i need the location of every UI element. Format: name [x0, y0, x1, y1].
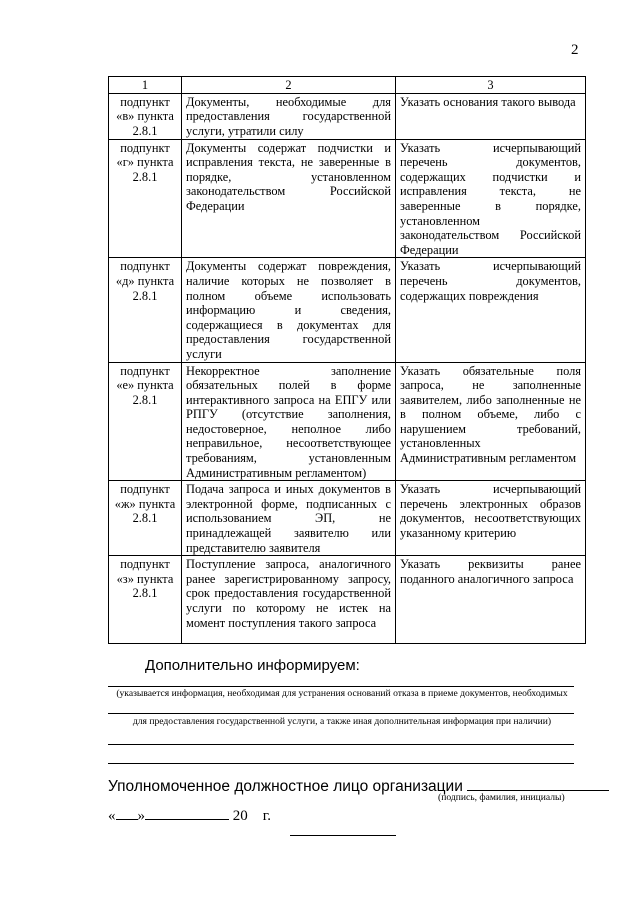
table-row: [109, 139, 586, 258]
reason-cell: Некорректное заполнение обязательных полей в форме интерактивного запроса на ЕПГУ или РПГУ (отсутствие заполнения, недостоверное, неполное либо неправильное, несоответствующее требованиям, установленным Административным регламентом): [182, 362, 396, 481]
table-header-row: [109, 77, 586, 94]
subclause-cell: подпункт «з» пункта 2.8.1: [109, 556, 182, 644]
official-title: Уполномоченное должностное лицо организации: [108, 778, 463, 795]
reason-cell: Документы содержат повреждения, наличие которых не позволяет в полном объеме использовать информацию и сведения, содержащиеся в документах для предоставления государственной услуги: [182, 258, 396, 362]
table-row: [109, 362, 586, 481]
explanation-cell: Указать обязательные поля запроса, не заполненные заявителем, либо заполненные не в полном объеме, либо с нарушением требований, установленных Административным регламентом: [396, 362, 586, 481]
additional-info-line-2: [108, 713, 574, 714]
page-number: 2: [571, 42, 579, 58]
date-year-suffix: г.: [262, 808, 271, 824]
signature-note: (подпись, фамилия, инициалы): [438, 792, 565, 803]
reason-cell: Подача запроса и иных документов в электронной форме, подписанных с использованием ЭП, не принадлежащей заявителю или представителю заявителя: [182, 481, 396, 556]
explanation-cell: Указать исчерпывающий перечень документов, содержащих подчистки и исправления текста, не заверенные в порядке, установленном законодательством Российской Федерации: [396, 139, 586, 258]
signature-line: [467, 776, 609, 791]
table-row: [109, 481, 586, 556]
explanation-cell: Указать основания такого вывода: [396, 93, 586, 139]
table-row: [109, 556, 586, 644]
explanation-cell: Указать реквизиты ранее поданного аналогичного запроса: [396, 556, 586, 644]
bottom-separator-line: [290, 835, 396, 836]
subclause-cell: подпункт «ж» пункта 2.8.1: [109, 481, 182, 556]
reason-cell: Документы, необходимые для предоставления государственной услуги, утратили силу: [182, 93, 396, 139]
additional-info-note-2: для предоставления государственной услуги, а также иная дополнительная информация при наличии): [132, 716, 552, 727]
column-header-2: 2: [182, 77, 396, 94]
date-line: [108, 805, 271, 825]
table-row: [109, 258, 586, 362]
table-row: [109, 93, 586, 139]
explanation-cell: Указать исчерпывающий перечень документов, содержащих повреждения: [396, 258, 586, 362]
additional-info-heading: Дополнительно информируем:: [145, 657, 360, 674]
reason-cell: Документы содержат подчистки и исправления текста, не заверенные в порядке, установленном законодательством Российской Федерации: [182, 139, 396, 258]
additional-info-note-1: (указывается информация, необходимая для устранения оснований отказа в приеме документов, необходимых: [116, 688, 568, 699]
column-header-1: 1: [109, 77, 182, 94]
subclause-cell: подпункт «е» пункта 2.8.1: [109, 362, 182, 481]
subclause-cell: подпункт «в» пункта 2.8.1: [109, 93, 182, 139]
date-year-prefix: 20: [232, 808, 248, 824]
reason-cell: Поступление запроса, аналогичного ранее зарегистрированному запросу, срок предоставления государственной услуги по которому не истек на момент поступления такого запроса: [182, 556, 396, 644]
additional-info-line-3: [108, 744, 574, 745]
refusal-reasons-table: [108, 76, 586, 644]
subclause-cell: подпункт «г» пункта 2.8.1: [109, 139, 182, 258]
date-day-blank: [116, 805, 138, 820]
column-header-3: 3: [396, 77, 586, 94]
explanation-cell: Указать исчерпывающий перечень электронных образов документов, несоответствующих указанному критерию: [396, 481, 586, 556]
additional-info-line-1: [108, 686, 574, 687]
date-month-blank: [145, 805, 229, 820]
date-close-quote: »: [137, 808, 145, 824]
subclause-cell: подпункт «д» пункта 2.8.1: [109, 258, 182, 362]
date-open-quote: «: [108, 808, 116, 824]
additional-info-line-4: [108, 763, 574, 764]
